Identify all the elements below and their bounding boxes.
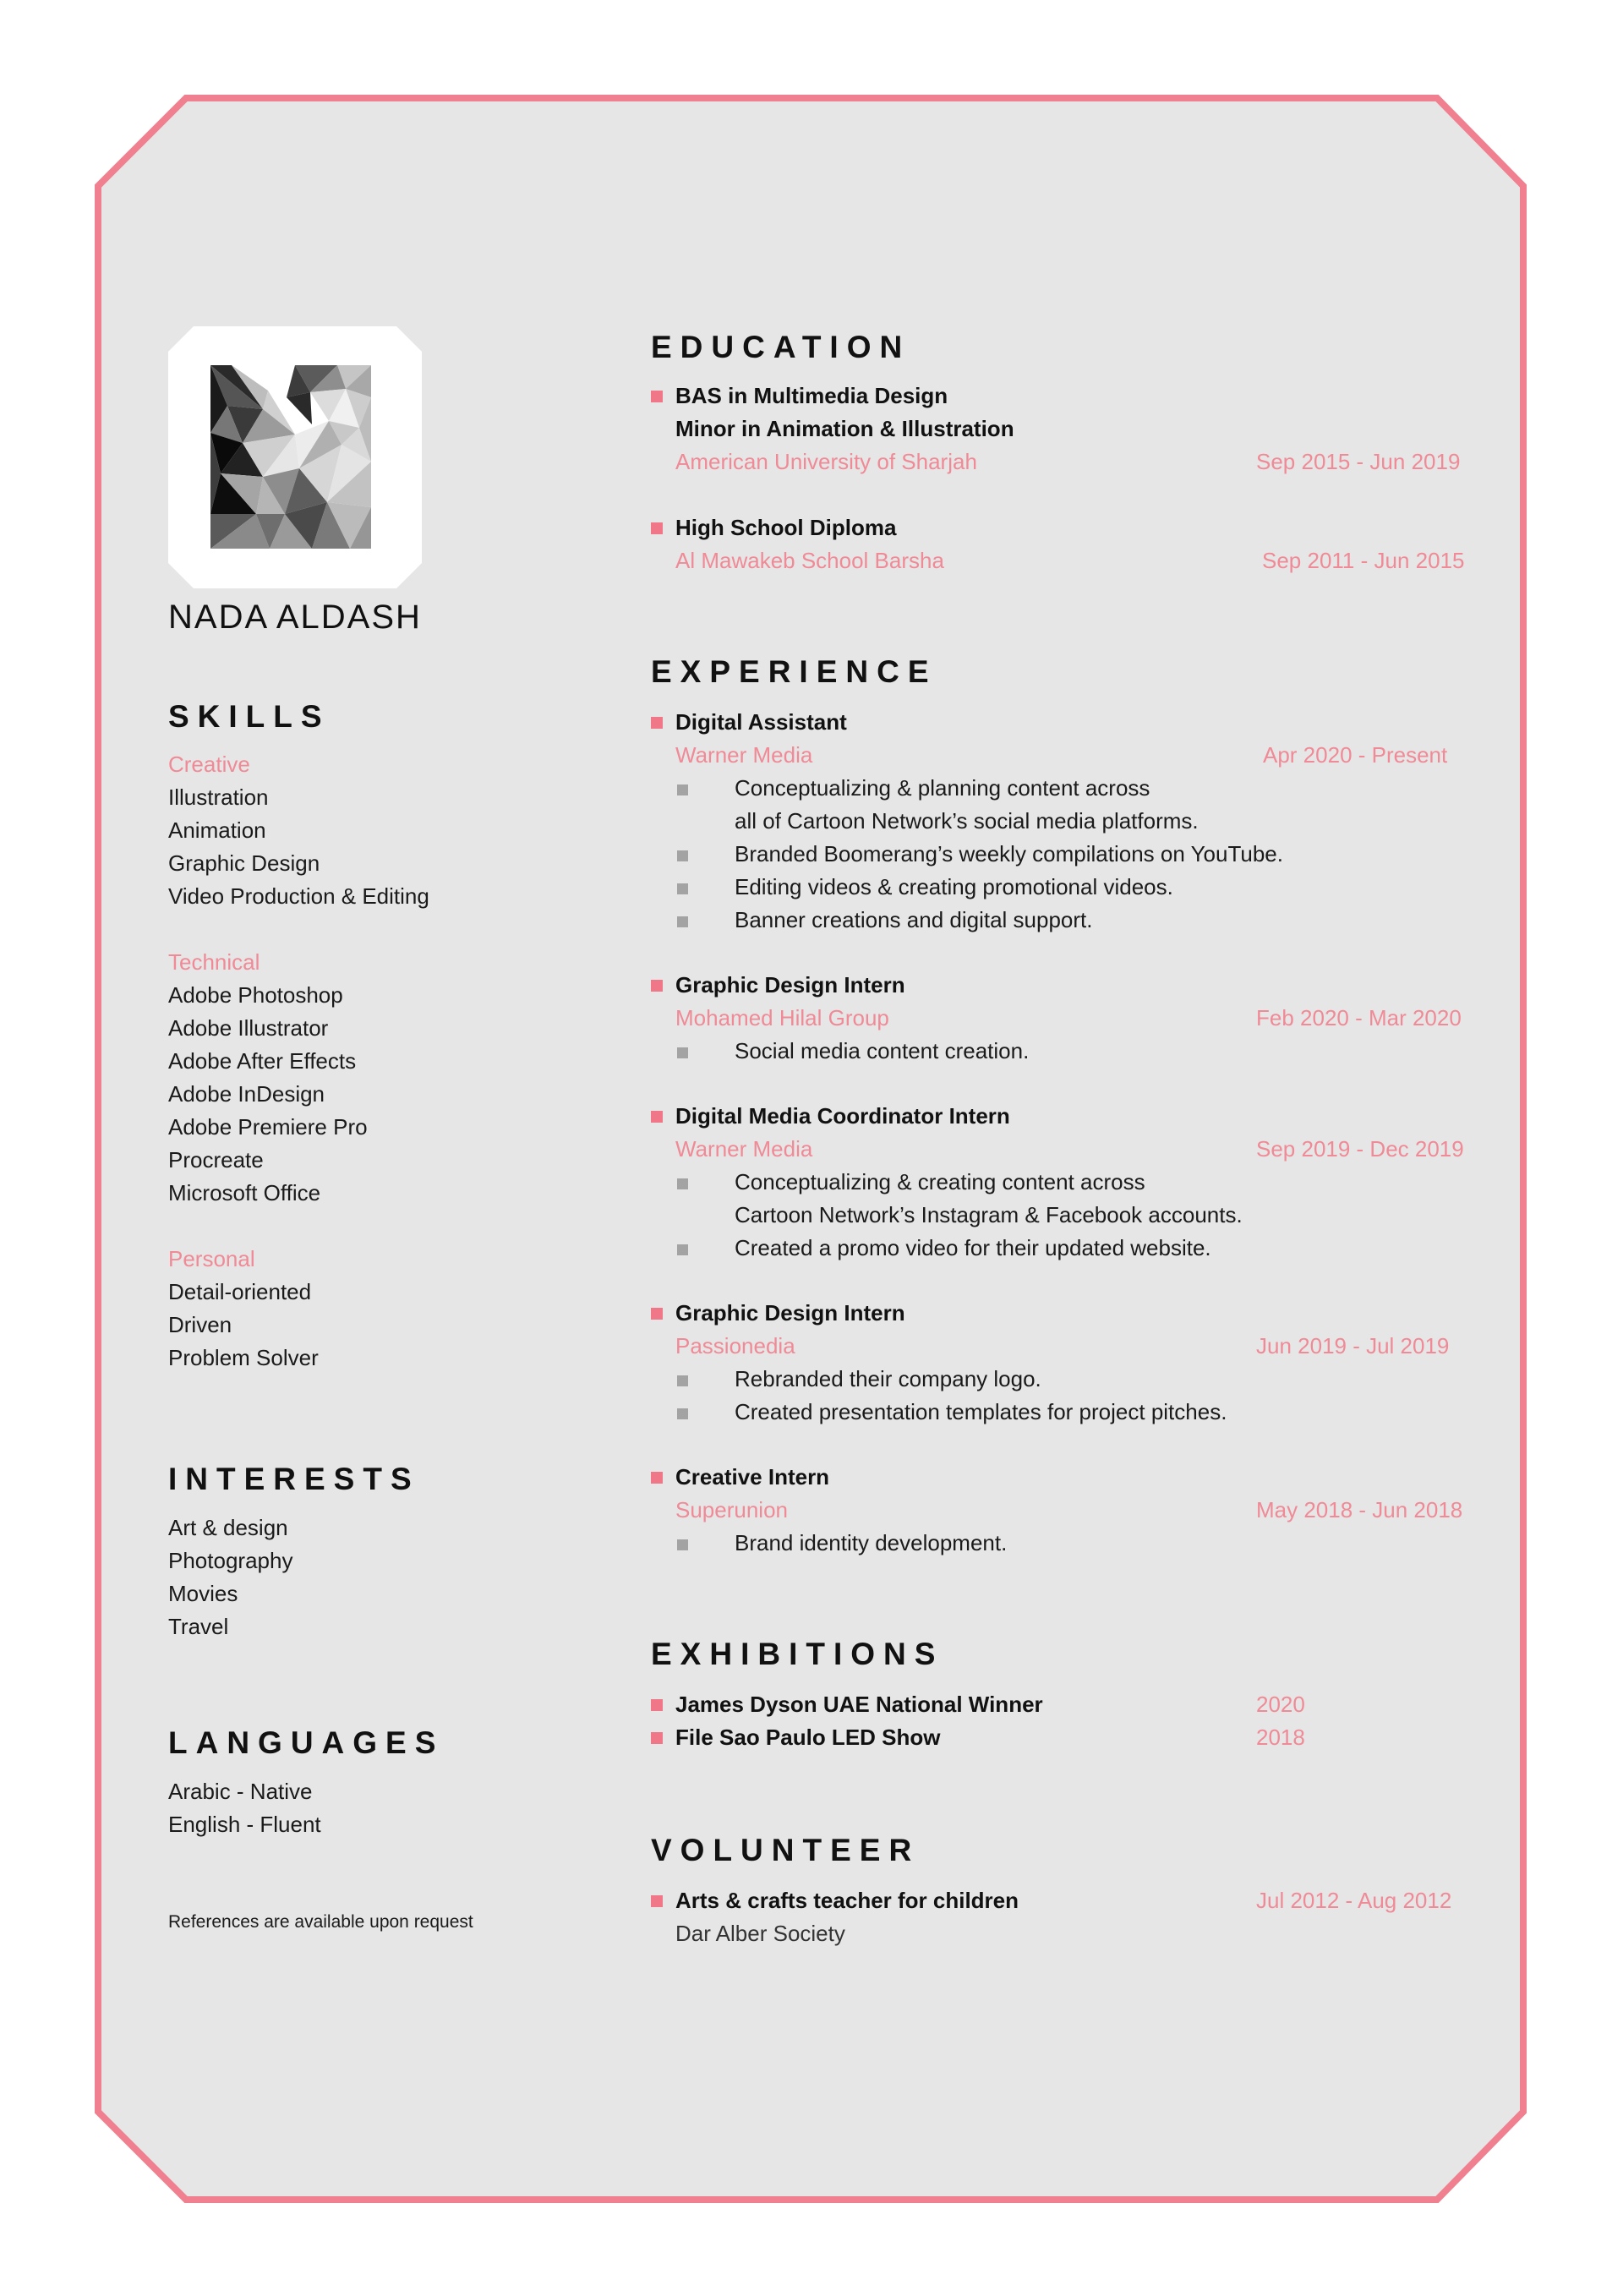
references-note: References are available upon request	[168, 1912, 473, 1932]
job-duty: Conceptualizing & planning content across	[735, 775, 1150, 801]
gray-bullet-icon	[677, 1375, 688, 1386]
exhibition-year: 2018	[1256, 1725, 1305, 1750]
pink-bullet-icon	[651, 717, 663, 729]
skill-category: Technical	[168, 949, 260, 975]
company-name: Superunion	[675, 1497, 788, 1522]
experience-entry	[651, 1461, 1462, 1560]
gray-bullet-icon	[677, 1178, 688, 1189]
company-name: Warner Media	[675, 742, 813, 768]
date-range: Jul 2012 - Aug 2012	[1256, 1888, 1452, 1913]
exhibitions-heading: EXHIBITIONS	[651, 1637, 944, 1671]
skills-list	[168, 748, 429, 1375]
pink-bullet-icon	[651, 1472, 663, 1484]
job-duty: Editing videos & creating promotional videos.	[735, 874, 1173, 899]
job-duty: Created a promo video for their updated website.	[735, 1235, 1211, 1260]
job-duty: Conceptualizing & creating content across	[735, 1169, 1145, 1194]
experience-entry	[651, 706, 1462, 937]
job-duty: Brand identity development.	[735, 1530, 1008, 1555]
education-entry	[651, 380, 1462, 478]
language-item: Arabic - Native	[168, 1779, 313, 1804]
gray-bullet-icon	[677, 850, 688, 861]
gray-bullet-icon	[677, 916, 688, 927]
job-duty: Rebranded their company logo.	[735, 1366, 1041, 1391]
date-range: Sep 2011 - Jun 2015	[1262, 548, 1465, 573]
job-title: Digital Media Coordinator Intern	[675, 1103, 1010, 1129]
skill-item: Video Production & Editing	[168, 883, 429, 909]
language-item: English - Fluent	[168, 1812, 321, 1837]
job-title: Digital Assistant	[675, 709, 847, 735]
date-range: Feb 2020 - Mar 2020	[1256, 1005, 1462, 1030]
pink-bullet-icon	[651, 1308, 663, 1320]
skill-item: Adobe Illustrator	[168, 1015, 329, 1041]
volunteer-role: Arts & crafts teacher for children	[675, 1888, 1019, 1913]
skill-item: Animation	[168, 817, 266, 843]
volunteer-entry	[651, 1884, 1462, 1950]
skills-heading: SKILLS	[168, 699, 331, 734]
pink-bullet-icon	[651, 522, 663, 534]
school-name: Al Mawakeb School Barsha	[675, 548, 944, 573]
education-entry	[651, 511, 1465, 577]
date-range: Sep 2019 - Dec 2019	[1256, 1136, 1464, 1162]
interest-item: Movies	[168, 1581, 238, 1606]
exhibition-title: James Dyson UAE National Winner	[675, 1692, 1043, 1717]
job-title: Graphic Design Intern	[675, 1300, 905, 1326]
languages-list	[168, 1775, 321, 1841]
experience-entry	[651, 1297, 1462, 1429]
interest-item: Travel	[168, 1614, 229, 1639]
geometric-n-monogram-icon	[168, 326, 422, 588]
date-range: Jun 2019 - Jul 2019	[1256, 1333, 1450, 1358]
interests-list	[168, 1512, 292, 1643]
exhibition-year: 2020	[1256, 1692, 1305, 1717]
skill-item: Illustration	[168, 784, 269, 810]
job-duty: Branded Boomerang’s weekly compilations on YouTube.	[735, 841, 1283, 866]
pink-bullet-icon	[651, 391, 663, 402]
skill-item: Problem Solver	[168, 1345, 319, 1370]
interest-item: Art & design	[168, 1515, 288, 1540]
date-range: Apr 2020 - Present	[1263, 742, 1448, 768]
job-duty: Banner creations and digital support.	[735, 907, 1093, 932]
skill-item: Adobe Premiere Pro	[168, 1114, 368, 1140]
school-name: American University of Sharjah	[675, 449, 977, 474]
pink-bullet-icon	[651, 1732, 663, 1744]
skill-item: Procreate	[168, 1147, 264, 1173]
pink-bullet-icon	[651, 1699, 663, 1711]
languages-heading: LANGUAGES	[168, 1725, 445, 1760]
degree-title: BAS in Multimedia Design	[675, 383, 948, 408]
volunteer-organization: Dar Alber Society	[675, 1921, 845, 1946]
skill-item: Graphic Design	[168, 850, 320, 876]
pink-bullet-icon	[651, 980, 663, 992]
date-range: Sep 2015 - Jun 2019	[1256, 449, 1461, 474]
exhibitions-list	[651, 1688, 1462, 1754]
job-duty-continued: all of Cartoon Network’s social media platforms.	[735, 808, 1199, 834]
job-title: Creative Intern	[675, 1464, 830, 1490]
interests-heading: INTERESTS	[168, 1462, 420, 1496]
company-name: Warner Media	[675, 1136, 813, 1162]
job-duty-continued: Cartoon Network’s Instagram & Facebook accounts.	[735, 1202, 1243, 1227]
interest-item: Photography	[168, 1548, 293, 1573]
gray-bullet-icon	[677, 1408, 688, 1419]
gray-bullet-icon	[677, 1244, 688, 1255]
skill-category: Personal	[168, 1246, 255, 1271]
skill-item: Adobe InDesign	[168, 1081, 325, 1107]
skill-item: Adobe Photoshop	[168, 982, 343, 1008]
skill-item: Detail-oriented	[168, 1279, 312, 1304]
skill-item: Microsoft Office	[168, 1180, 321, 1205]
pink-bullet-icon	[651, 1895, 663, 1907]
candidate-name: NADA ALDASH	[168, 599, 422, 636]
education-heading: EDUCATION	[651, 330, 911, 364]
gray-bullet-icon	[677, 883, 688, 894]
company-name: Mohamed Hilal Group	[675, 1005, 889, 1030]
skill-item: Driven	[168, 1312, 232, 1337]
volunteer-heading: VOLUNTEER	[651, 1833, 921, 1867]
company-name: Passionedia	[675, 1333, 795, 1358]
degree-minor: Minor in Animation & Illustration	[675, 416, 1014, 441]
skill-item: Adobe After Effects	[168, 1048, 357, 1074]
skill-category: Creative	[168, 752, 250, 777]
job-duty: Created presentation templates for project pitches.	[735, 1399, 1227, 1424]
pink-bullet-icon	[651, 1111, 663, 1123]
gray-bullet-icon	[677, 784, 688, 795]
gray-bullet-icon	[677, 1539, 688, 1550]
date-range: May 2018 - Jun 2018	[1256, 1497, 1463, 1522]
experience-heading: EXPERIENCE	[651, 654, 937, 689]
exhibition-title: File Sao Paulo LED Show	[675, 1725, 941, 1750]
job-duty: Social media content creation.	[735, 1038, 1030, 1063]
logo	[168, 326, 422, 588]
job-title: Graphic Design Intern	[675, 972, 905, 998]
gray-bullet-icon	[677, 1047, 688, 1058]
experience-entry	[651, 1100, 1462, 1265]
experience-entry	[651, 969, 1462, 1068]
degree-title: High School Diploma	[675, 515, 897, 540]
